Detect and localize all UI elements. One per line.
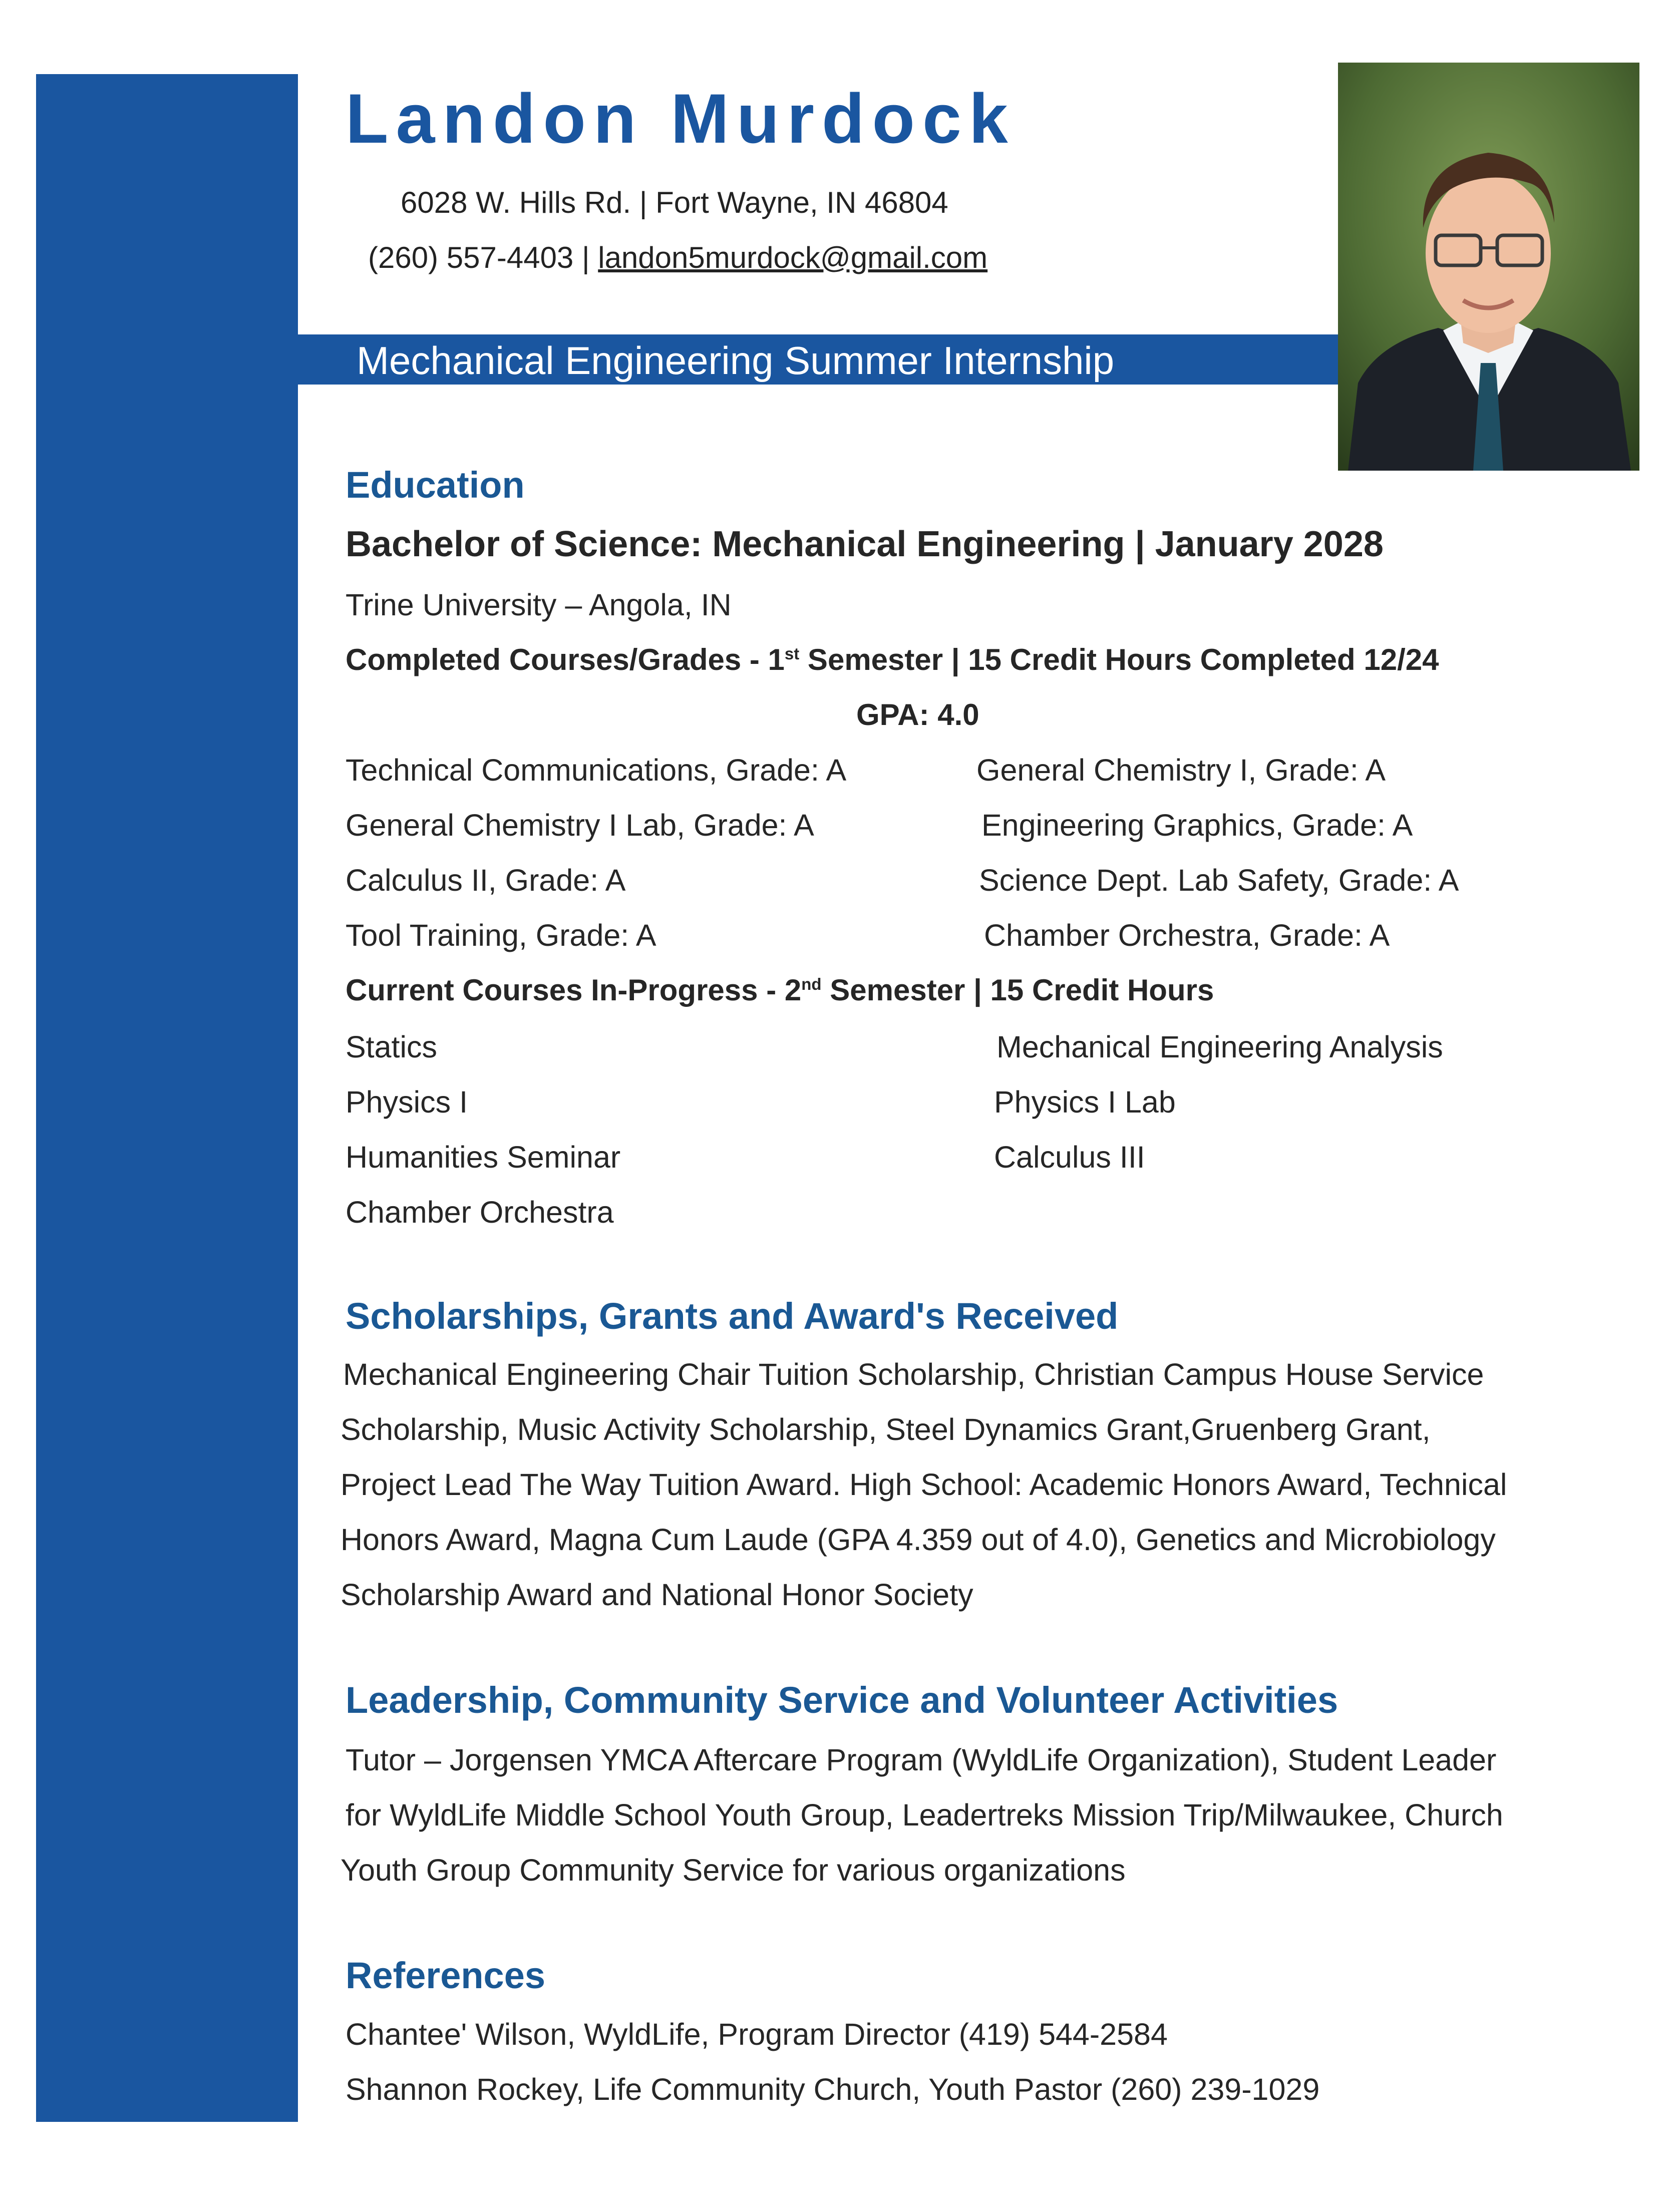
current-course: Statics xyxy=(346,1030,438,1064)
current-course: Physics I xyxy=(346,1085,468,1119)
phone-number: (260) 557-4403 | xyxy=(368,241,598,274)
school-line: Trine University – Angola, IN xyxy=(346,588,732,622)
completed-course: Technical Communications, Grade: A xyxy=(346,753,847,787)
scholarships-heading: Scholarships, Grants and Award's Received xyxy=(346,1295,1119,1337)
scholarships-line: Mechanical Engineering Chair Tuition Scholarship, Christian Campus House Service xyxy=(343,1357,1484,1391)
reference-line: Shannon Rockey, Life Community Church, Youth Pastor (260) 239-1029 xyxy=(346,2072,1320,2106)
current-course: Calculus III xyxy=(994,1140,1145,1174)
completed-course: General Chemistry I Lab, Grade: A xyxy=(346,808,814,842)
completed-course: Engineering Graphics, Grade: A xyxy=(981,808,1413,842)
contact-line xyxy=(368,241,987,274)
leadership-heading: Leadership, Community Service and Volunteer Activities xyxy=(346,1679,1338,1721)
candidate-name: Landon Murdock xyxy=(346,79,1016,158)
completed-courses-heading: Completed Courses/Grades - 1st Semester | 15 Credit Hours Completed 12/24 xyxy=(346,643,1439,676)
completed-course: General Chemistry I, Grade: A xyxy=(976,753,1386,787)
completed-course: Chamber Orchestra, Grade: A xyxy=(984,918,1390,952)
completed-course: Science Dept. Lab Safety, Grade: A xyxy=(979,863,1459,897)
scholarships-line: Honors Award, Magna Cum Laude (GPA 4.359 out of 4.0), Genetics and Microbiology xyxy=(341,1523,1496,1557)
scholarships-line: Scholarship, Music Activity Scholarship, Steel Dynamics Grant,Gruenberg Grant, xyxy=(341,1412,1431,1446)
banner-title: Mechanical Engineering Summer Internship xyxy=(357,338,1115,383)
references-heading: References xyxy=(346,1955,546,1996)
current-courses-heading: Current Courses In-Progress - 2nd Semester | 15 Credit Hours xyxy=(346,973,1214,1007)
education-heading: Education xyxy=(346,464,525,506)
profile-photo xyxy=(1338,63,1639,471)
completed-course: Tool Training, Grade: A xyxy=(346,918,656,952)
degree-line: Bachelor of Science: Mechanical Engineering | January 2028 xyxy=(346,524,1384,564)
current-course: Chamber Orchestra xyxy=(346,1195,614,1229)
gpa-line: GPA: 4.0 xyxy=(856,698,979,731)
leadership-line: Tutor – Jorgensen YMCA Aftercare Program (WyldLife Organization), Student Leader xyxy=(346,1743,1497,1777)
current-course: Physics I Lab xyxy=(994,1085,1176,1119)
reference-line: Chantee' Wilson, WyldLife, Program Director (419) 544-2584 xyxy=(346,2017,1168,2051)
scholarships-line: Scholarship Award and National Honor Society xyxy=(341,1578,973,1612)
address-line: 6028 W. Hills Rd. | Fort Wayne, IN 46804 xyxy=(401,186,948,219)
leadership-line: Youth Group Community Service for various organizations xyxy=(341,1853,1126,1887)
email-link[interactable]: landon5murdock@gmail.com xyxy=(598,241,988,274)
scholarships-line: Project Lead The Way Tuition Award. High School: Academic Honors Award, Technical xyxy=(341,1467,1507,1502)
current-course: Humanities Seminar xyxy=(346,1140,621,1174)
leadership-line: for WyldLife Middle School Youth Group, Leadertreks Mission Trip/Milwaukee, Church xyxy=(346,1798,1503,1832)
completed-course: Calculus II, Grade: A xyxy=(346,863,626,897)
current-course: Mechanical Engineering Analysis xyxy=(996,1030,1443,1064)
